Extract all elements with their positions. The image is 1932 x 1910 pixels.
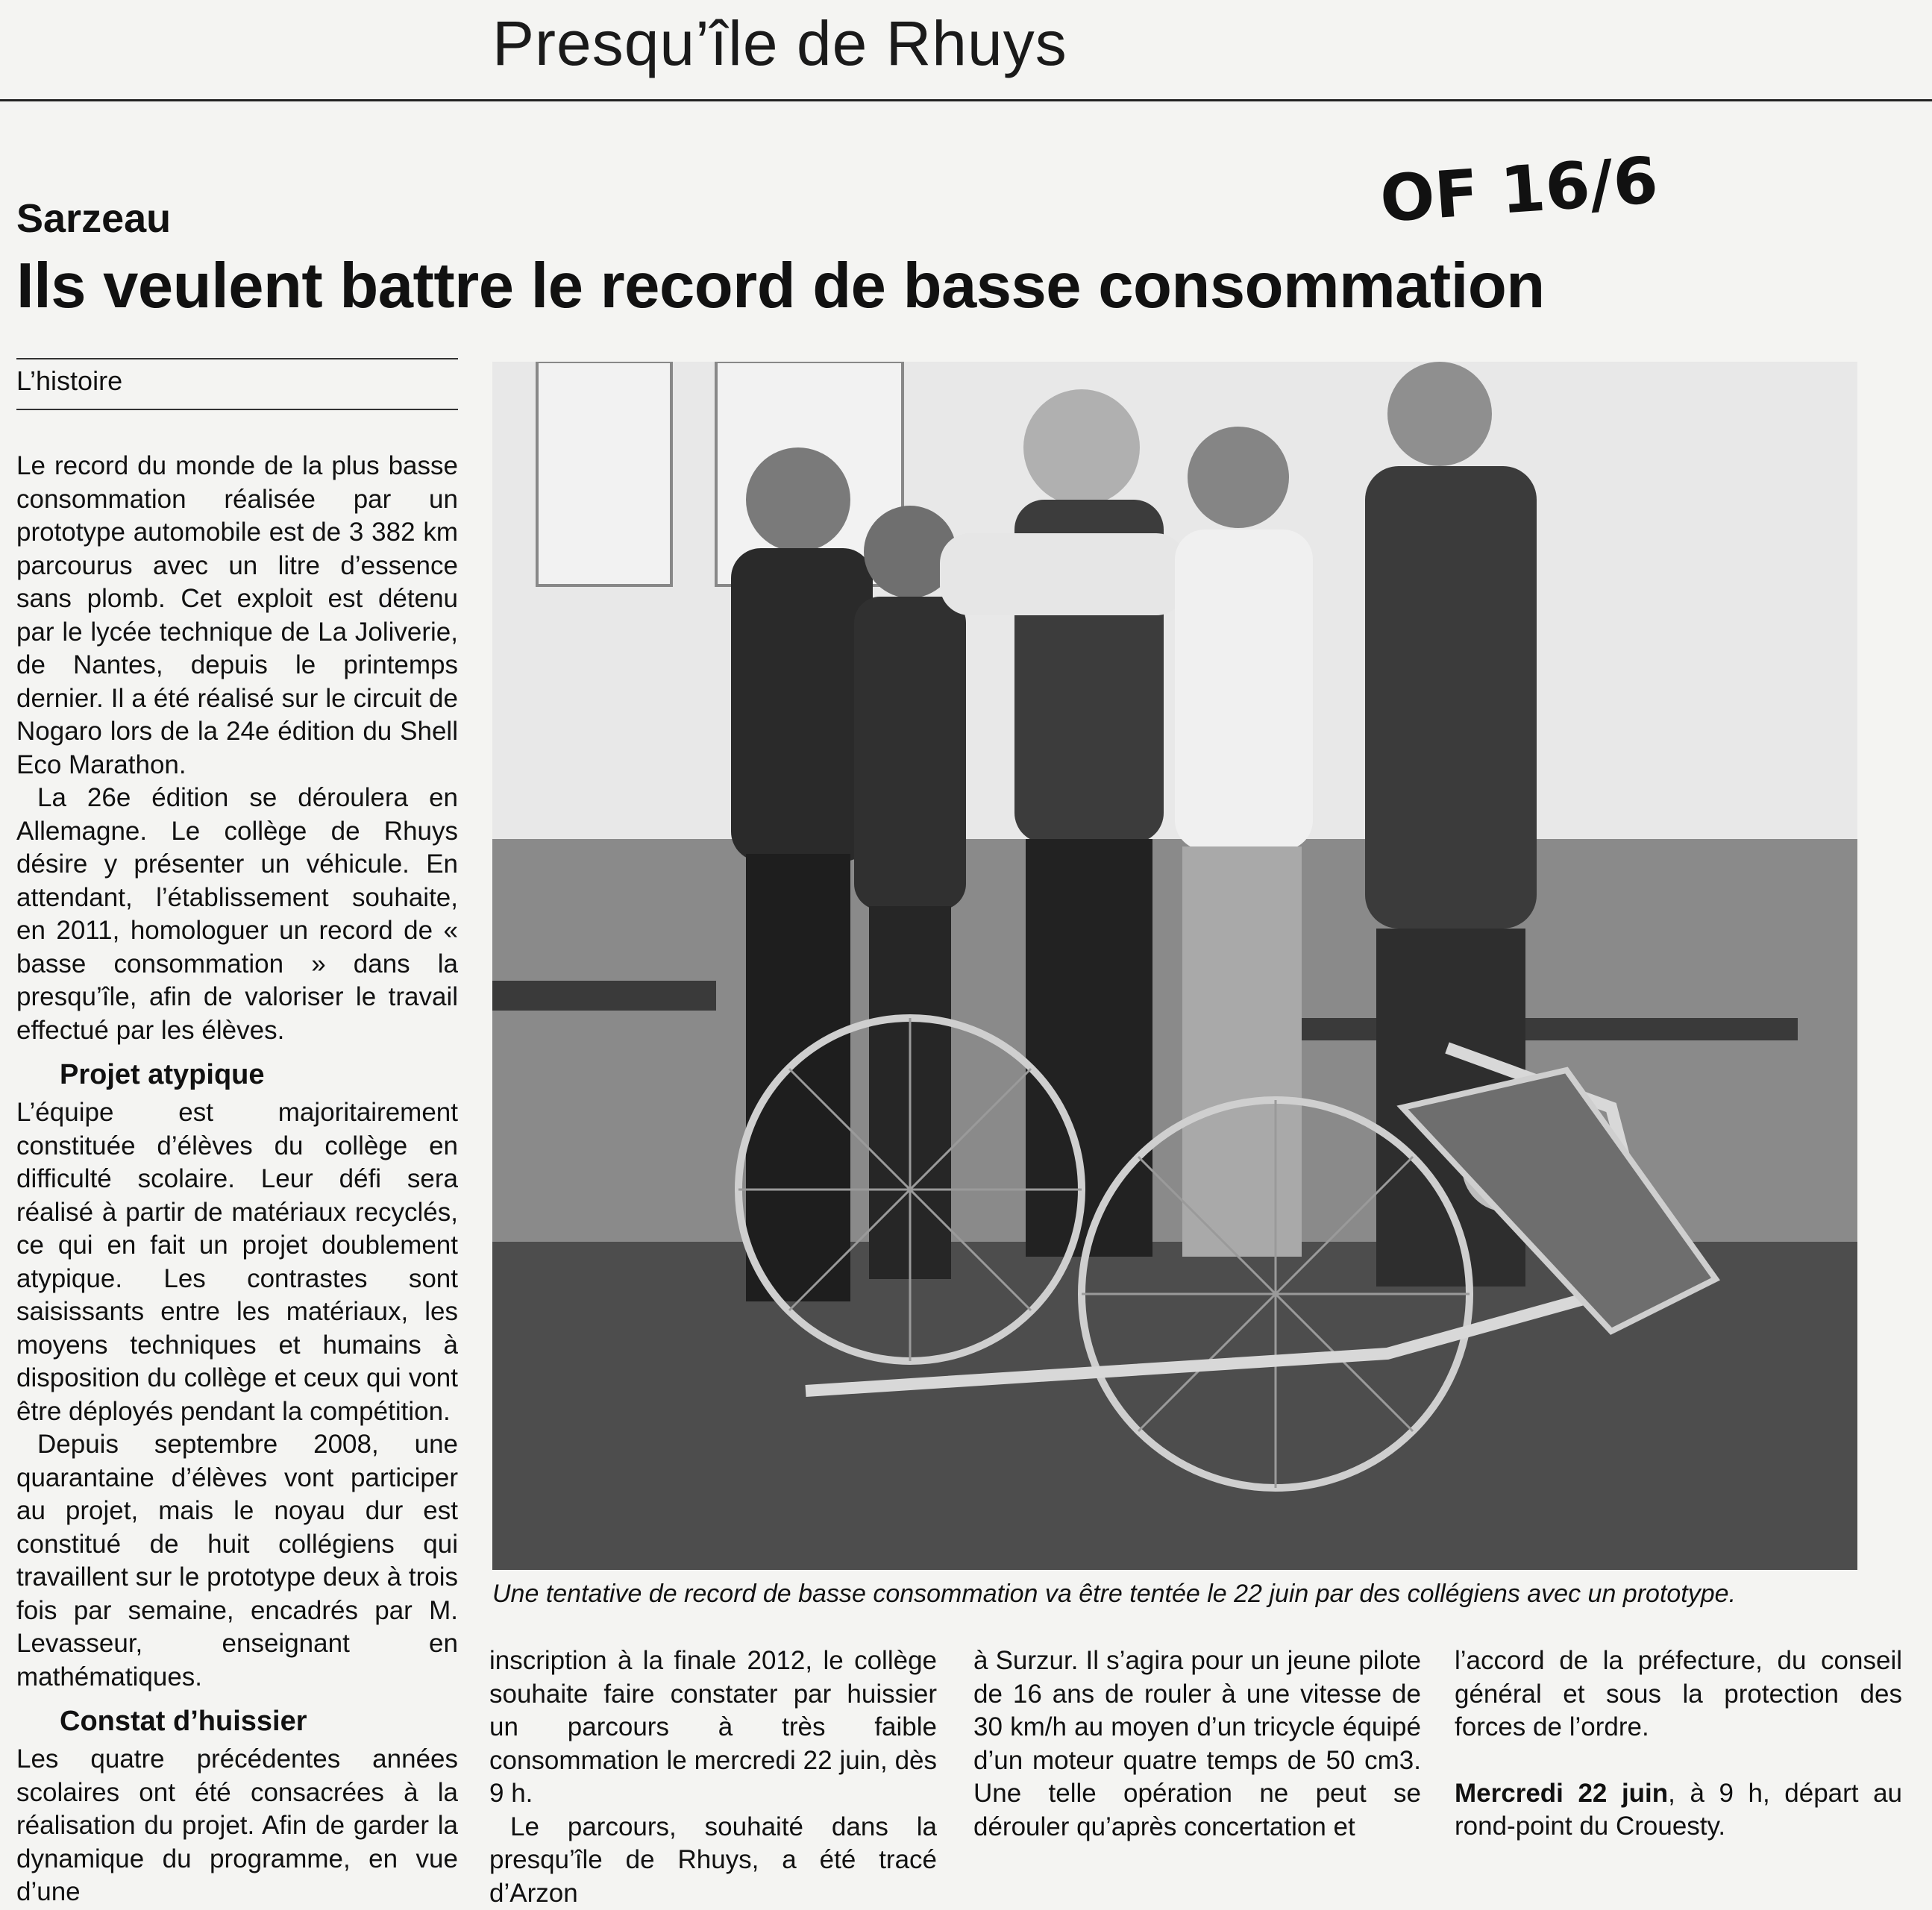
headline: Ils veulent battre le record de basse consommation [16, 250, 1545, 323]
paragraph: inscription à la finale 2012, le collège souhaite faire constater par huissier un parcours à très faible consommation le mercredi 22 juin, dès 9 h. [489, 1644, 937, 1811]
section-title: Presqu’île de Rhuys [492, 7, 1067, 80]
subheading: Constat d’huissier [16, 1704, 458, 1738]
paragraph: Depuis septembre 2008, une quarantaine d’élèves vont participer au projet, mais le noyau dur est constitué de huit collégiens qui travaillent sur le prototype deux à trois fois par semaine, encadrés par M. Levasseur, enseignant en mathématiques. [16, 1428, 458, 1694]
subheading: Projet atypique [16, 1058, 458, 1092]
kicker-rule [16, 358, 458, 359]
event-details: , à 9 h, départ au rond-point du Crouesty. [1455, 1779, 1902, 1841]
paragraph: La 26e édition se déroulera en Allemagne. Le collège de Rhuys désire y présenter un véhicule. En attendant, l’établissement souhaite, en 2011, homologuer un record de « basse consommation » dans la presqu’île, afin de valoriser le travail effectué par les élèves. [16, 782, 458, 1047]
article-photo [492, 362, 1857, 1570]
kicker-rule [16, 409, 458, 410]
article-column-1 [16, 450, 458, 1909]
article-column-2 [489, 1644, 937, 1910]
paragraph: L’équipe est majoritairement constituée d’élèves du collège en difficulté scolaire. Leur défi sera réalisé à partir de matériaux recyclés, ce qui en fait un projet doublement atypique. Les contrastes sont saisissants entre les matériaux, les moyens techniques et humains à disposition du collège et ceux qui vont être déployés pendant la compétition. [16, 1096, 458, 1428]
photo-illustration [492, 362, 1857, 1570]
paragraph: l’accord de la préfecture, du conseil général et sous la protection des forces de l’ordre. [1455, 1644, 1902, 1744]
event-date: Mercredi 22 juin [1455, 1779, 1668, 1808]
article-column-4 [1455, 1644, 1902, 1844]
paragraph: Le parcours, souhaité dans la presqu’île de Rhuys, a été tracé d’Arzon [489, 1811, 937, 1910]
paragraph: à Surzur. Il s’agira pour un jeune pilote de 16 ans de rouler à une vitesse de 30 km/h au moyen d’un tricycle équipé d’un moteur quatre temps de 50 cm3. Une telle opération ne peut se dérouler qu’après concertation et [973, 1644, 1421, 1844]
paragraph: Le record du monde de la plus basse consommation réalisée par un prototype automobile est de 3 382 km parcourus avec un litre d’essence sans plomb. Cet exploit est détenu par le lycée technique de La Joliverie, de Nantes, depuis le printemps dernier. Il a été réalisé sur le circuit de Nogaro lors de la 24e édition du Shell Eco Marathon. [16, 450, 458, 782]
photo-caption: Une tentative de record de basse consommation va être tentée le 22 juin par des collégiens avec un prototype. [492, 1580, 1887, 1609]
paragraph: Les quatre précédentes années scolaires ont été consacrées à la réalisation du projet. Afin de garder la dynamique du programme, en vue d’une [16, 1743, 458, 1909]
handwritten-annotation: OF 16/6 [1378, 143, 1660, 237]
kicker-label: L’histoire [16, 365, 122, 397]
paragraph [1455, 1777, 1902, 1844]
header-rule [0, 99, 1932, 101]
article-column-3 [973, 1644, 1421, 1844]
location-label: Sarzeau [16, 195, 171, 242]
